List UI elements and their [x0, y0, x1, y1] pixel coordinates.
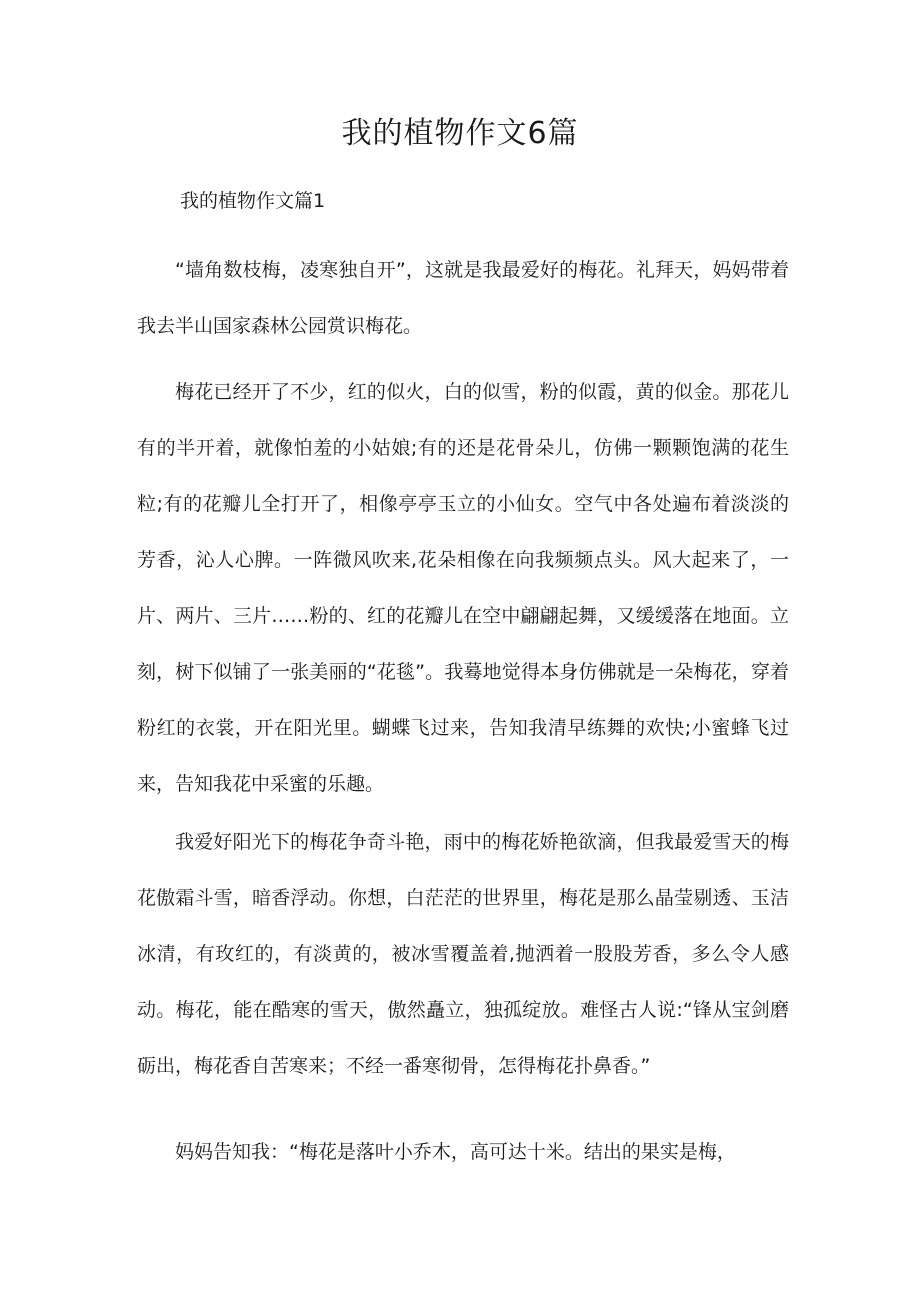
document-title: 我的植物作文6篇 [341, 116, 579, 151]
paragraph-3: 我爱好阳光下的梅花争奇斗艳，雨中的梅花娇艳欲滴，但我最爱雪天的梅花傲霜斗雪，暗香浮动。你想，白茫茫的世界里，梅花是那么晶莹剔透、玉洁冰清，有玫红的，有淡黄的，被冰雪覆盖着,抛洒着一股股芳香，多么令人感动。梅花，能在酷寒的雪天，傲然矗立，独孤绽放。难怪古人说:“锋从宝剑磨砺出，梅花香自苦寒来；不经一番寒彻骨，怎得梅花扑鼻香。” [137, 831, 789, 1077]
paragraph-2: 梅花已经开了不少，红的似火，白的似雪，粉的似霞，黄的似金。那花儿有的半开着，就像怕羞的小姑娘;有的还是花骨朵儿，仿佛一颗颗饱满的花生粒;有的花瓣儿全打开了，相像亭亭玉立的小仙女。空气中各处遍布着淡淡的芳香，沁人心脾。一阵微风吹来,花朵相像在向我频频点头。风大起来了，一片、两片、三片……粉的、红的花瓣儿在空中翩翩起舞，又缓缓落在地面。立刻，树下似铺了一张美丽的“花毯”。我蓦地觉得本身仿佛就是一朵梅花，穿着粉红的衣裳，开在阳光里。蝴蝶飞过来，告知我清早练舞的欢快;小蜜蜂飞过来，告知我花中采蜜的乐趣。 [137, 381, 789, 795]
section-heading: 我的植物作文篇1 [180, 190, 326, 212]
paragraph-4: 妈妈告知我：“梅花是落叶小乔木，高可达十米。结出的果实是梅， [175, 1141, 736, 1163]
paragraph-1: “墙角数枝梅，凌寒独自开”，这就是我最爱好的梅花。礼拜天，妈妈带着我去半山国家森林公园赏识梅花。 [137, 259, 789, 337]
